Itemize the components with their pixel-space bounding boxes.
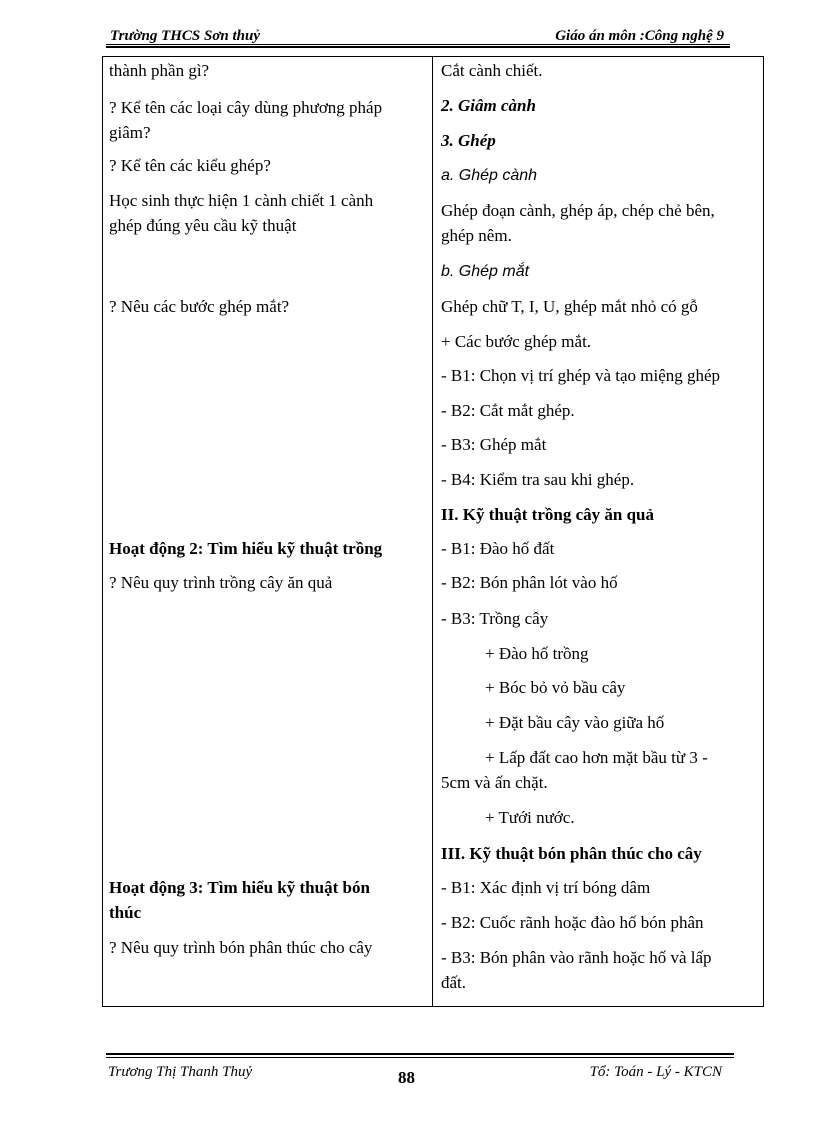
right-line-7: Ghép chữ T, I, U, ghép mắt nhỏ có gỗ	[441, 297, 698, 316]
right-line-25: - B3: Bón phân vào rãnh hoặc hố và lấp	[441, 948, 712, 967]
page-number: 88	[398, 1068, 415, 1087]
footer-author: Trương Thị Thanh Thuỷ	[108, 1064, 253, 1080]
right-line-12: - B4: Kiểm tra sau khi ghép.	[441, 470, 635, 489]
right-line-5: Ghép đoạn cành, ghép áp, chép chẻ bên,	[441, 201, 715, 220]
column-divider	[432, 57, 433, 1006]
header-school: Trường THCS Sơn thuỷ	[110, 28, 260, 44]
footer-rule-thick	[106, 1053, 734, 1055]
section-ghep: 3. Ghép	[441, 131, 496, 150]
left-task: Học sinh thực hiện 1 cành chiết 1 cành	[109, 191, 374, 210]
right-line-19: + Đặt bầu cây vào giữa hố	[485, 713, 665, 732]
left-question-4: ? Nêu các bước ghép mắt?	[109, 297, 290, 316]
right-line-23: - B1: Xác định vị trí bóng dâm	[441, 878, 651, 897]
right-line-15: - B2: Bón phân lót vào hố	[441, 573, 618, 592]
left-question-2: ? Kể tên các loại cây dùng phương pháp	[109, 98, 383, 117]
left-question-2-cont: giâm?	[109, 123, 151, 142]
right-line-14: - B1: Đào hố đất	[441, 539, 555, 558]
right-line-11: - B3: Ghép mắt	[441, 435, 547, 454]
activity-3-heading-cont: thúc	[109, 903, 142, 922]
left-question-5: ? Nêu quy trình trồng cây ăn quả	[109, 573, 333, 592]
right-line-9: - B1: Chọn vị trí ghép và tạo miệng ghép	[441, 366, 721, 385]
right-line-21: + Tưới nước.	[485, 808, 575, 827]
right-line-8: + Các bước ghép mắt.	[441, 332, 592, 351]
left-question-3: ? Kể tên các kiểu ghép?	[109, 156, 271, 175]
right-line-17: + Đào hố trồng	[485, 644, 589, 663]
right-line-24: - B2: Cuốc rãnh hoặc đào hố bón phân	[441, 913, 704, 932]
activity-3-heading: Hoạt động 3: Tìm hiểu kỹ thuật bón	[109, 878, 370, 897]
footer-rule	[106, 1057, 734, 1058]
section-iii-heading: III. Kỹ thuật bón phân thúc cho cây	[441, 844, 702, 863]
sub-ghep-canh: a. Ghép cành	[441, 167, 538, 184]
footer-department: Tổ: Toán - Lý - KTCN	[589, 1064, 722, 1080]
page-footer	[106, 1060, 730, 1090]
right-line-20: + Lấp đất cao hơn mặt bầu từ 3 -	[485, 748, 708, 767]
section-giam-canh: 2. Giâm cành	[441, 96, 536, 115]
header-rule-thick	[106, 46, 730, 48]
sub-ghep-mat: b. Ghép mắt	[441, 263, 530, 280]
left-question-1: thành phần gì?	[109, 61, 210, 80]
right-line-20-cont: 5cm và ấn chặt.	[441, 773, 548, 792]
right-line-5-cont: ghép nêm.	[441, 226, 512, 245]
lesson-table	[102, 56, 764, 1007]
left-question-6: ? Nêu quy trình bón phân thúc cho cây	[109, 938, 373, 957]
left-task-cont: ghép đúng yêu cầu kỹ thuật	[109, 216, 297, 235]
right-line-18: + Bóc bỏ vỏ bầu cây	[485, 678, 626, 697]
header-subject: Giáo án môn :Công nghệ 9	[555, 28, 724, 44]
right-line-1: Cắt cành chiết.	[441, 61, 543, 80]
right-line-10: - B2: Cắt mắt ghép.	[441, 401, 575, 420]
activity-2-heading: Hoạt động 2: Tìm hiểu kỹ thuật trồng	[109, 539, 383, 558]
right-line-25-cont: đất.	[441, 973, 467, 992]
header-rule	[106, 44, 730, 45]
right-line-16: - B3: Trồng cây	[441, 609, 549, 628]
section-ii-heading: II. Kỹ thuật trồng cây ăn quả	[441, 505, 655, 524]
